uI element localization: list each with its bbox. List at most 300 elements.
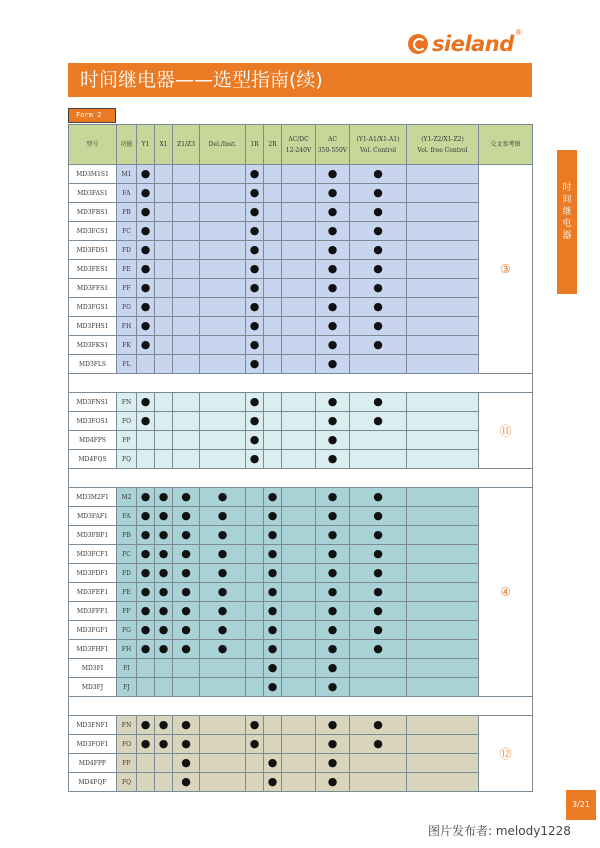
feature-cell (246, 222, 264, 241)
feature-dot: ● (158, 718, 169, 731)
feature-dot: ● (327, 642, 338, 655)
feature-dot: ● (373, 509, 383, 522)
feature-cell (316, 241, 350, 260)
feature-cell (173, 450, 200, 469)
feature-cell (316, 754, 350, 773)
feature-cell (173, 545, 200, 564)
feature-dot: ● (140, 623, 151, 636)
feature-cell (282, 716, 316, 735)
feature-cell (137, 222, 155, 241)
feature-dot: ● (327, 205, 338, 218)
feature-cell (173, 564, 200, 583)
feature-dot: ● (140, 319, 151, 332)
logo-text: sieland (432, 32, 514, 56)
feature-dot: ● (217, 490, 228, 503)
cross-reference-number: ⑫ (499, 747, 512, 761)
feature-cell (173, 355, 200, 374)
feature-cell (264, 279, 282, 298)
feature-dot: ● (140, 224, 151, 237)
function-cell: FO (117, 412, 137, 431)
feature-cell (200, 659, 246, 678)
feature-dot: ● (217, 547, 228, 560)
feature-cell (200, 773, 246, 792)
feature-dot: ● (373, 319, 383, 332)
feature-dot: ● (158, 547, 169, 560)
feature-dot: ● (373, 167, 383, 180)
feature-dot: ● (249, 224, 260, 237)
feature-cell (350, 450, 407, 469)
column-header: Y1 (137, 125, 155, 165)
feature-cell (282, 431, 316, 450)
feature-cell (407, 507, 479, 526)
feature-cell (155, 602, 173, 621)
feature-cell (137, 659, 155, 678)
feature-dot: ● (249, 452, 260, 465)
feature-dot: ● (267, 623, 278, 636)
feature-cell (264, 640, 282, 659)
model-cell: MD3FEF1 (69, 583, 117, 602)
feature-cell (264, 716, 282, 735)
table-row (69, 640, 533, 659)
title-banner (68, 63, 532, 97)
feature-cell (155, 583, 173, 602)
table-row (69, 488, 533, 507)
feature-dot: ● (373, 604, 383, 617)
feature-cell (246, 203, 264, 222)
table-row (69, 545, 533, 564)
feature-dot: ● (327, 775, 338, 788)
feature-cell (407, 450, 479, 469)
feature-cell (155, 298, 173, 317)
feature-dot: ● (181, 623, 191, 636)
feature-cell (173, 165, 200, 184)
feature-cell (350, 754, 407, 773)
feature-dot: ● (373, 224, 383, 237)
feature-cell (282, 412, 316, 431)
feature-cell (155, 412, 173, 431)
feature-cell (173, 203, 200, 222)
feature-dot: ● (267, 585, 278, 598)
feature-dot: ● (267, 775, 278, 788)
feature-dot: ● (158, 509, 169, 522)
function-cell: FB (117, 203, 137, 222)
feature-dot: ● (373, 338, 383, 351)
feature-cell (200, 222, 246, 241)
feature-dot: ● (140, 281, 151, 294)
feature-dot: ● (158, 623, 169, 636)
feature-cell (246, 450, 264, 469)
feature-cell (246, 336, 264, 355)
table-row (69, 355, 533, 374)
feature-cell (282, 184, 316, 203)
feature-cell (282, 754, 316, 773)
feature-cell (246, 279, 264, 298)
feature-dot: ● (140, 262, 151, 275)
feature-cell (316, 507, 350, 526)
feature-dot: ● (181, 718, 191, 731)
feature-cell (407, 241, 479, 260)
column-header: 2R (264, 125, 282, 165)
feature-cell (173, 716, 200, 735)
feature-cell (200, 336, 246, 355)
feature-dot: ● (327, 452, 338, 465)
feature-cell (155, 621, 173, 640)
feature-cell (350, 526, 407, 545)
feature-cell (155, 640, 173, 659)
feature-cell (407, 583, 479, 602)
feature-cell (246, 735, 264, 754)
feature-cell (246, 716, 264, 735)
feature-dot: ● (373, 414, 383, 427)
feature-cell (137, 317, 155, 336)
feature-cell (173, 393, 200, 412)
column-header: (Y1-Z2/X1-Z2) Vol. free Control (407, 125, 479, 165)
feature-cell (200, 640, 246, 659)
feature-cell (282, 450, 316, 469)
table-row (69, 279, 533, 298)
function-cell: FA (117, 507, 137, 526)
feature-cell (137, 678, 155, 697)
feature-cell (246, 431, 264, 450)
feature-dot: ● (249, 395, 260, 408)
feature-cell (137, 621, 155, 640)
feature-cell (350, 621, 407, 640)
feature-dot: ● (249, 205, 260, 218)
feature-cell (264, 526, 282, 545)
feature-dot: ● (373, 205, 383, 218)
feature-cell (246, 317, 264, 336)
feature-cell (407, 203, 479, 222)
side-tab (557, 150, 577, 294)
feature-dot: ● (158, 490, 169, 503)
feature-cell (282, 336, 316, 355)
feature-dot: ● (373, 547, 383, 560)
table-row (69, 621, 533, 640)
feature-dot: ● (217, 604, 228, 617)
table-row (69, 260, 533, 279)
feature-cell (200, 393, 246, 412)
feature-cell (200, 754, 246, 773)
feature-cell (264, 678, 282, 697)
feature-dot: ● (158, 604, 169, 617)
model-cell: MD3FAS1 (69, 184, 117, 203)
feature-cell (200, 507, 246, 526)
feature-cell (246, 393, 264, 412)
feature-cell (137, 279, 155, 298)
feature-cell (316, 203, 350, 222)
feature-dot: ● (327, 737, 338, 750)
feature-dot: ● (267, 528, 278, 541)
feature-cell (350, 773, 407, 792)
feature-cell (407, 640, 479, 659)
feature-cell (350, 545, 407, 564)
feature-cell (316, 678, 350, 697)
feature-cell (137, 165, 155, 184)
feature-cell (264, 488, 282, 507)
feature-dot: ● (327, 338, 338, 351)
feature-cell (137, 773, 155, 792)
feature-cell (137, 241, 155, 260)
feature-cell (350, 317, 407, 336)
feature-dot: ● (327, 414, 338, 427)
feature-cell (155, 545, 173, 564)
feature-cell (200, 241, 246, 260)
feature-cell (155, 773, 173, 792)
feature-cell (282, 355, 316, 374)
feature-cell (173, 488, 200, 507)
model-cell: MD3FES1 (69, 260, 117, 279)
function-cell: FO (117, 735, 137, 754)
feature-dot: ● (140, 642, 151, 655)
feature-cell (407, 754, 479, 773)
feature-dot: ● (249, 186, 260, 199)
feature-cell (282, 735, 316, 754)
feature-dot: ● (327, 756, 338, 769)
feature-cell (316, 298, 350, 317)
cross-reference-number: ④ (500, 585, 511, 599)
feature-dot: ● (373, 718, 383, 731)
feature-cell (155, 754, 173, 773)
feature-cell (173, 222, 200, 241)
feature-cell (173, 773, 200, 792)
function-cell: FJ (117, 678, 137, 697)
feature-cell (316, 317, 350, 336)
table-row (69, 564, 533, 583)
feature-dot: ● (249, 243, 260, 256)
feature-dot: ● (217, 528, 228, 541)
table-row (69, 336, 533, 355)
feature-cell (246, 678, 264, 697)
feature-cell (246, 640, 264, 659)
feature-cell (155, 488, 173, 507)
feature-dot: ● (373, 243, 383, 256)
feature-dot: ● (181, 604, 191, 617)
feature-dot: ● (181, 642, 191, 655)
cross-reference-cell (479, 165, 533, 374)
feature-dot: ● (327, 547, 338, 560)
feature-cell (350, 431, 407, 450)
feature-dot: ● (140, 300, 151, 313)
feature-cell (264, 450, 282, 469)
feature-dot: ● (327, 661, 338, 674)
feature-cell (407, 735, 479, 754)
feature-cell (316, 355, 350, 374)
feature-dot: ● (373, 566, 383, 579)
feature-cell (137, 431, 155, 450)
feature-dot: ● (327, 528, 338, 541)
column-header: 1R (246, 125, 264, 165)
feature-cell (200, 602, 246, 621)
feature-cell (137, 602, 155, 621)
feature-cell (173, 621, 200, 640)
feature-cell (282, 640, 316, 659)
feature-dot: ● (249, 262, 260, 275)
model-cell: MD4FPF (69, 754, 117, 773)
feature-cell (264, 336, 282, 355)
feature-cell (173, 317, 200, 336)
feature-cell (200, 355, 246, 374)
feature-cell (200, 488, 246, 507)
feature-cell (155, 222, 173, 241)
feature-cell (173, 735, 200, 754)
model-cell: MD3M2F1 (69, 488, 117, 507)
feature-dot: ● (249, 718, 260, 731)
logo-mark-icon (408, 34, 428, 54)
feature-cell (264, 545, 282, 564)
feature-cell (407, 260, 479, 279)
table-row (69, 507, 533, 526)
feature-cell (264, 317, 282, 336)
feature-cell (246, 545, 264, 564)
column-header: 型号 (69, 125, 117, 165)
feature-cell (350, 355, 407, 374)
model-cell: MD3FLS (69, 355, 117, 374)
feature-cell (173, 659, 200, 678)
feature-cell (173, 678, 200, 697)
model-cell: MD3FNF1 (69, 716, 117, 735)
column-header: Z1/Z3 (173, 125, 200, 165)
feature-cell (264, 431, 282, 450)
feature-dot: ● (327, 167, 338, 180)
feature-cell (316, 165, 350, 184)
feature-cell (282, 165, 316, 184)
feature-cell (155, 355, 173, 374)
model-cell: MD3FOS1 (69, 412, 117, 431)
feature-cell (264, 241, 282, 260)
feature-cell (137, 298, 155, 317)
function-cell: FI (117, 659, 137, 678)
feature-cell (264, 165, 282, 184)
function-cell: FN (117, 393, 137, 412)
feature-dot: ● (181, 737, 191, 750)
feature-cell (316, 450, 350, 469)
feature-cell (264, 621, 282, 640)
feature-dot: ● (327, 300, 338, 313)
feature-dot: ● (249, 300, 260, 313)
feature-cell (200, 621, 246, 640)
model-cell: MD3FGS1 (69, 298, 117, 317)
feature-dot: ● (327, 281, 338, 294)
feature-dot: ● (158, 737, 169, 750)
feature-dot: ● (217, 566, 228, 579)
feature-cell (246, 602, 264, 621)
feature-cell (173, 184, 200, 203)
feature-cell (282, 526, 316, 545)
feature-dot: ● (140, 243, 151, 256)
feature-cell (316, 431, 350, 450)
column-header: (Y1-A1/X1-A1) Vol. Control (350, 125, 407, 165)
feature-cell (350, 298, 407, 317)
feature-dot: ● (373, 186, 383, 199)
feature-dot: ● (327, 490, 338, 503)
feature-cell (246, 184, 264, 203)
feature-cell (200, 545, 246, 564)
feature-cell (407, 773, 479, 792)
function-cell: FB (117, 526, 137, 545)
feature-cell (282, 241, 316, 260)
feature-cell (407, 526, 479, 545)
feature-cell (407, 393, 479, 412)
table-row (69, 412, 533, 431)
feature-dot: ● (140, 167, 151, 180)
feature-cell (316, 336, 350, 355)
feature-cell (282, 279, 316, 298)
function-cell: FQ (117, 450, 137, 469)
feature-cell (246, 165, 264, 184)
feature-cell (407, 279, 479, 298)
feature-dot: ● (181, 490, 191, 503)
feature-cell (316, 545, 350, 564)
column-header: 交叉参考图 (479, 125, 533, 165)
feature-dot: ● (327, 509, 338, 522)
feature-cell (407, 412, 479, 431)
feature-cell (137, 507, 155, 526)
feature-cell (407, 602, 479, 621)
table-row (69, 317, 533, 336)
feature-dot: ● (249, 737, 260, 750)
feature-cell (246, 241, 264, 260)
feature-cell (407, 431, 479, 450)
feature-dot: ● (327, 680, 338, 693)
feature-dot: ● (267, 756, 278, 769)
table-row (69, 583, 533, 602)
feature-cell (264, 754, 282, 773)
feature-cell (282, 678, 316, 697)
feature-cell (316, 621, 350, 640)
feature-cell (316, 640, 350, 659)
feature-dot: ● (158, 642, 169, 655)
feature-dot: ● (327, 186, 338, 199)
feature-cell (173, 260, 200, 279)
feature-cell (264, 393, 282, 412)
model-cell: MD3FHS1 (69, 317, 117, 336)
feature-dot: ● (327, 262, 338, 275)
feature-cell (137, 716, 155, 735)
model-cell: MD3FFS1 (69, 279, 117, 298)
feature-dot: ● (327, 357, 338, 370)
feature-dot: ● (327, 585, 338, 598)
feature-cell (350, 260, 407, 279)
model-cell: MD3FAF1 (69, 507, 117, 526)
feature-cell (155, 507, 173, 526)
cross-reference-cell (479, 716, 533, 792)
feature-cell (350, 279, 407, 298)
feature-cell (200, 564, 246, 583)
feature-dot: ● (249, 357, 260, 370)
side-tab-label: 时间继电器 (562, 183, 572, 241)
table-row (69, 678, 533, 697)
feature-cell (264, 735, 282, 754)
model-cell: MD3FKS1 (69, 336, 117, 355)
feature-cell (282, 222, 316, 241)
feature-dot: ● (140, 509, 151, 522)
feature-dot: ● (327, 623, 338, 636)
feature-cell (264, 659, 282, 678)
table-row (69, 450, 533, 469)
feature-cell (407, 355, 479, 374)
feature-dot: ● (267, 566, 278, 579)
page-title: 时间继电器——选型指南(续) (80, 69, 323, 91)
model-cell: MD3FDF1 (69, 564, 117, 583)
feature-cell (246, 412, 264, 431)
feature-dot: ● (158, 528, 169, 541)
feature-dot: ● (373, 528, 383, 541)
feature-cell (316, 583, 350, 602)
table-row (69, 735, 533, 754)
feature-cell (137, 336, 155, 355)
model-cell: MD3FCS1 (69, 222, 117, 241)
feature-cell (155, 526, 173, 545)
